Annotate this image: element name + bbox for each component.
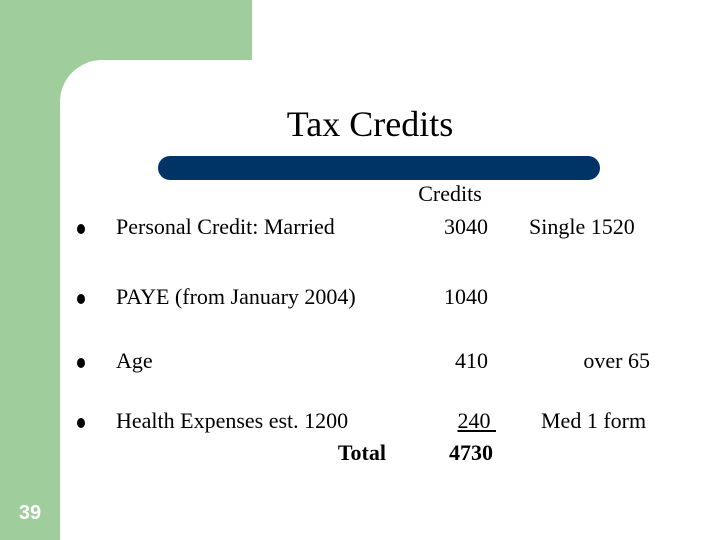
row-label-age: Age: [116, 348, 153, 373]
bullet-icon: [77, 358, 85, 368]
row-note-single: Single 1520: [529, 214, 635, 239]
row-credit-age: 410: [455, 348, 488, 373]
title-underline-bar: [158, 156, 600, 180]
row-credit-health: 240: [457, 408, 496, 433]
slide-number: 39: [18, 502, 42, 524]
slide-title: Tax Credits: [286, 104, 454, 144]
row-note-over-65: over 65: [583, 348, 650, 373]
row-note-med-form: Med 1 form: [541, 408, 647, 433]
row-credit-personal: 3040: [444, 214, 488, 239]
side-strip: [0, 0, 60, 540]
total-label: Total: [337, 440, 386, 465]
credits-column-header: Credits: [418, 181, 482, 206]
bullet-icon: [77, 224, 85, 234]
row-label-personal-credit: Personal Credit: Married: [116, 214, 335, 239]
row-credit-paye: 1040: [444, 284, 488, 309]
bullet-icon: [77, 294, 85, 304]
bullet-icon: [77, 418, 85, 428]
row-label-health-expenses: Health Expenses est. 1200: [116, 408, 349, 433]
total-value: 4730: [449, 440, 493, 465]
row-label-paye: PAYE (from January 2004): [116, 284, 356, 309]
